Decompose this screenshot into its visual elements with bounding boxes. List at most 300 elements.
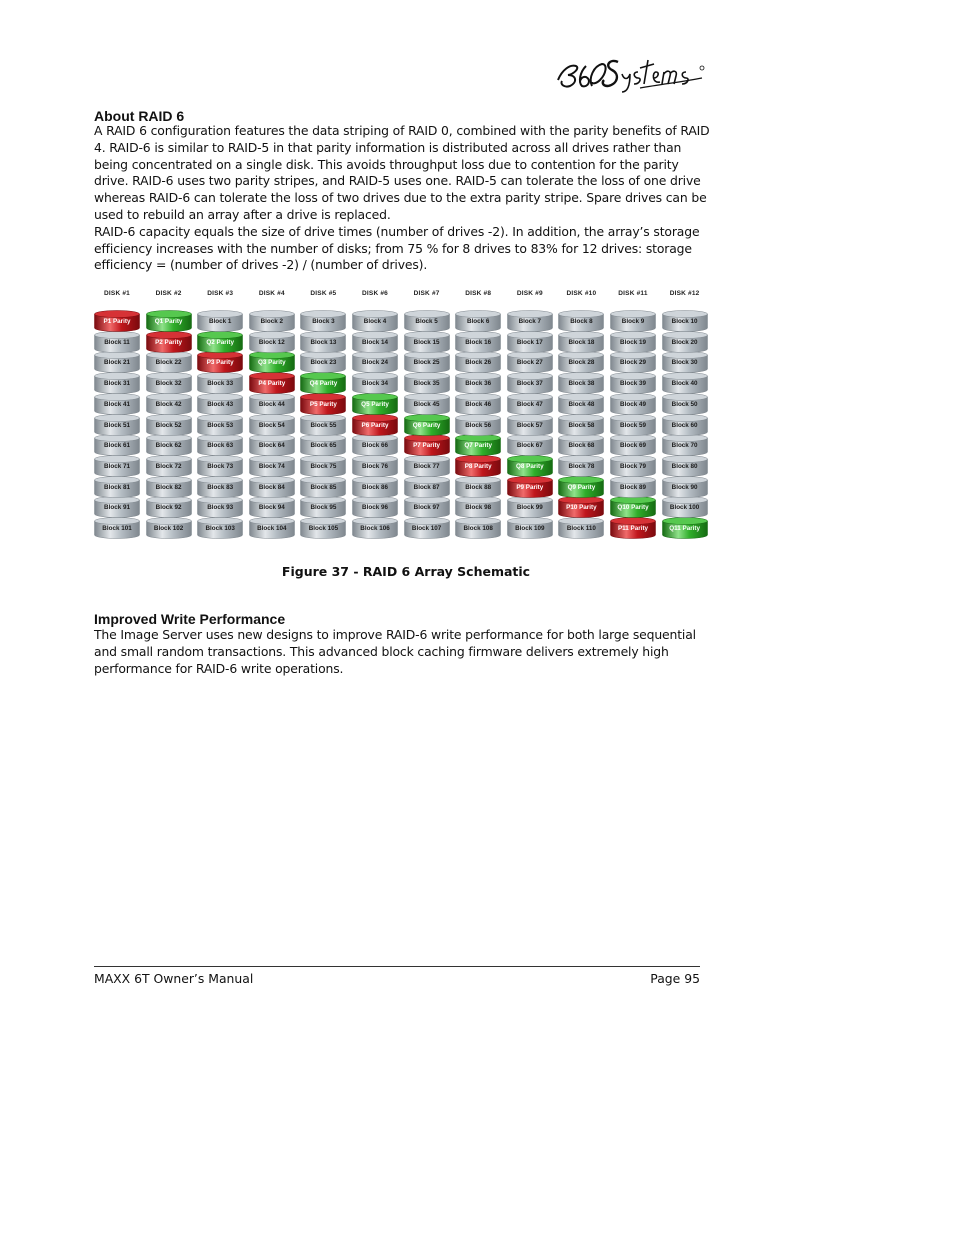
cylinder-label: Q9 Parity	[567, 483, 596, 491]
cylinder-label: Block 19	[620, 338, 646, 346]
data-block-cylinder	[610, 351, 656, 373]
q-parity-cylinder	[249, 351, 295, 373]
data-block-cylinder	[146, 414, 192, 436]
cylinder-label: Block 33	[207, 380, 234, 388]
cylinder-label: Block 27	[516, 359, 543, 367]
data-block-cylinder	[300, 517, 346, 539]
data-block-cylinder	[662, 351, 708, 373]
cylinder-label: Block 5	[415, 318, 438, 325]
cylinder-label: Block 45	[413, 400, 440, 408]
q-parity-cylinder	[662, 517, 708, 539]
cylinder-label: Block 104	[257, 525, 287, 532]
raid6-description	[94, 123, 714, 274]
cylinder-label: Block 71	[104, 462, 130, 470]
cylinder-label: Block 35	[413, 380, 440, 388]
raid6-paragraph-1: A RAID 6 configuration features the data striping of RAID 0, combined with the parity benefits of RAID 4. RAID-6 is similar to RAID-5 in that parity information is distributed across all drives rather than being concentrated on a single disk. This avoids throughput loss due to contention for the parity drive. RAID-6 uses two parity stripes, and RAID-5 uses one. RAID-5 can tolerate the loss of one drive whereas RAID-6 can tolerate the loss of two drives due to the extra parity stripe. Spare drives can be used to rebuild an array after a drive is replaced.	[94, 123, 710, 222]
cylinder-label: Block 62	[155, 442, 182, 450]
data-block-cylinder	[300, 351, 346, 373]
p-parity-cylinder	[300, 393, 346, 415]
data-block-cylinder	[507, 351, 553, 373]
disk-label: DISK #1	[104, 290, 130, 297]
data-block-cylinder	[249, 331, 295, 353]
data-block-cylinder	[352, 310, 398, 332]
cylinder-label: Block 57	[516, 421, 543, 429]
data-block-cylinder	[249, 393, 295, 415]
data-block-cylinder	[610, 414, 656, 436]
cylinder-label: Block 78	[568, 462, 595, 470]
cylinder-label: Block 66	[362, 442, 388, 450]
cylinder-label: Block 69	[620, 442, 646, 450]
data-block-cylinder	[197, 476, 243, 498]
disk-column	[455, 290, 501, 542]
data-block-cylinder	[300, 455, 346, 477]
cylinder-label: Block 30	[671, 359, 698, 367]
cylinder-label: P10 Parity	[566, 504, 597, 512]
cylinder-label: Block 31	[104, 380, 130, 388]
cylinder-label: Block 96	[362, 504, 388, 512]
cylinder-label: Q10 Parity	[617, 504, 649, 512]
cylinder-label: Block 40	[671, 380, 698, 388]
data-block-cylinder	[455, 517, 501, 539]
data-block-cylinder	[455, 414, 501, 436]
cylinder-label: Q7 Parity	[464, 442, 493, 450]
data-block-cylinder	[197, 310, 243, 332]
cylinder-label: Block 90	[671, 483, 698, 491]
q-parity-cylinder	[352, 393, 398, 415]
disk-label: DISK #9	[516, 290, 543, 297]
data-block-cylinder	[455, 496, 501, 518]
disk-label: DISK #7	[413, 290, 440, 297]
cylinder-label: Block 92	[155, 504, 182, 512]
cylinder-label: Block 100	[669, 504, 700, 512]
cylinder-label: Block 53	[207, 421, 234, 429]
p-parity-cylinder	[507, 476, 553, 498]
cylinder-label: Block 73	[207, 462, 234, 470]
cylinder-label: Q4 Parity	[309, 380, 338, 388]
disk-label: DISK #2	[155, 290, 182, 297]
data-block-cylinder	[404, 517, 450, 539]
cylinder-label: Block 81	[104, 483, 130, 491]
data-block-cylinder	[507, 414, 553, 436]
q-parity-cylinder	[197, 331, 243, 353]
cylinder-label: Block 16	[465, 338, 492, 346]
data-block-cylinder	[249, 310, 295, 332]
data-block-cylinder	[558, 372, 604, 394]
data-block-cylinder	[94, 517, 140, 539]
disk-column	[94, 290, 140, 542]
cylinder-label: Block 25	[413, 359, 440, 367]
cylinder-label: Block 61	[104, 442, 130, 450]
data-block-cylinder	[197, 372, 243, 394]
data-block-cylinder	[249, 476, 295, 498]
data-block-cylinder	[610, 331, 656, 353]
data-block-cylinder	[507, 310, 553, 332]
figure-caption: Figure 37 - RAID 6 Array Schematic	[281, 564, 531, 579]
data-block-cylinder	[558, 393, 604, 415]
disk-column	[610, 290, 656, 542]
cylinder-label: Block 77	[413, 462, 440, 470]
raid6-paragraph-2: RAID-6 capacity equals the size of drive times (number of drives -2). In addition, the array’s storage efficiency increases with the number of disks; from 75 % for 8 drives to 83% for 12 drives: storage efficiency = (number of drives -2) / (number of drives).	[94, 223, 700, 273]
cylinder-label: P11 Parity	[617, 525, 649, 532]
data-block-cylinder	[94, 434, 140, 456]
cylinder-label: Block 22	[155, 359, 182, 367]
data-block-cylinder	[662, 310, 708, 332]
data-block-cylinder	[146, 434, 192, 456]
data-block-cylinder	[300, 331, 346, 353]
cylinder-label: Block 63	[207, 442, 234, 450]
data-block-cylinder	[662, 476, 708, 498]
data-block-cylinder	[197, 455, 243, 477]
p-parity-cylinder	[404, 434, 450, 456]
footer-page-number: Page 95	[650, 971, 700, 986]
data-block-cylinder	[146, 372, 192, 394]
cylinder-label: Block 86	[362, 483, 388, 491]
cylinder-label: Block 83	[207, 483, 234, 491]
disk-column	[197, 290, 243, 542]
cylinder-label: Block 18	[568, 338, 595, 346]
q-parity-cylinder	[404, 414, 450, 436]
cylinder-label: Block 15	[413, 338, 440, 346]
data-block-cylinder	[352, 434, 398, 456]
data-block-cylinder	[404, 310, 450, 332]
data-block-cylinder	[610, 434, 656, 456]
data-block-cylinder	[455, 351, 501, 373]
data-block-cylinder	[94, 476, 140, 498]
p-parity-cylinder	[610, 517, 656, 539]
cylinder-label: Block 68	[568, 442, 595, 450]
cylinder-label: Q1 Parity	[154, 318, 183, 325]
data-block-cylinder	[94, 393, 140, 415]
cylinder-label: Block 75	[310, 462, 337, 470]
data-block-cylinder	[558, 414, 604, 436]
cylinder-label: Block 49	[620, 400, 646, 408]
cylinder-label: Block 88	[465, 483, 492, 491]
cylinder-label: Block 51	[104, 421, 130, 429]
write-performance-paragraph: The Image Server uses new designs to improve RAID-6 write performance for both large sequential and small random transactions. This advanced block caching firmware delivers extremely high performance for RAID-6 write operations.	[94, 627, 696, 676]
data-block-cylinder	[197, 434, 243, 456]
cylinder-label: Block 12	[258, 338, 285, 346]
data-block-cylinder	[558, 351, 604, 373]
data-block-cylinder	[197, 393, 243, 415]
data-block-cylinder	[558, 331, 604, 353]
data-block-cylinder	[507, 496, 553, 518]
p-parity-cylinder	[558, 496, 604, 518]
data-block-cylinder	[404, 331, 450, 353]
disk-label: DISK #8	[465, 290, 492, 297]
cylinder-label: P5 Parity	[309, 400, 337, 408]
cylinder-label: Block 72	[155, 462, 182, 470]
data-block-cylinder	[94, 351, 140, 373]
cylinder-label: P8 Parity	[464, 462, 492, 470]
footer-manual-title: MAXX 6T Owner’s Manual	[94, 971, 254, 986]
data-block-cylinder	[146, 393, 192, 415]
data-block-cylinder	[352, 331, 398, 353]
cylinder-label: Block 7	[518, 318, 541, 325]
cylinder-label: Block 82	[155, 483, 182, 491]
data-block-cylinder	[455, 476, 501, 498]
cylinder-label: Block 109	[515, 525, 545, 532]
data-block-cylinder	[352, 351, 398, 373]
p-parity-cylinder	[352, 414, 398, 436]
cylinder-label: Block 29	[620, 359, 646, 367]
cylinder-label: P4 Parity	[258, 380, 286, 388]
data-block-cylinder	[300, 476, 346, 498]
q-parity-cylinder	[146, 310, 192, 332]
disk-label: DISK #10	[566, 290, 597, 297]
data-block-cylinder	[146, 455, 192, 477]
company-logo	[552, 44, 712, 94]
disk-label: DISK #11	[618, 290, 648, 297]
cylinder-label: Block 4	[363, 318, 387, 325]
data-block-cylinder	[507, 517, 553, 539]
data-block-cylinder	[662, 331, 708, 353]
data-block-cylinder	[662, 496, 708, 518]
data-block-cylinder	[507, 393, 553, 415]
cylinder-label: Q2 Parity	[206, 338, 235, 346]
data-block-cylinder	[249, 517, 295, 539]
cylinder-label: Block 20	[671, 338, 698, 346]
data-block-cylinder	[352, 372, 398, 394]
data-block-cylinder	[146, 517, 192, 539]
disk-label: DISK #6	[362, 290, 388, 297]
data-block-cylinder	[352, 496, 398, 518]
cylinder-label: Block 106	[360, 525, 390, 532]
disk-column	[249, 290, 295, 542]
data-block-cylinder	[352, 476, 398, 498]
data-block-cylinder	[300, 434, 346, 456]
data-block-cylinder	[507, 434, 553, 456]
disk-label: DISK #4	[258, 290, 285, 297]
cylinder-label: Block 37	[516, 380, 543, 388]
cylinder-label: P1 Parity	[103, 318, 131, 325]
cylinder-label: Block 47	[516, 400, 543, 408]
cylinder-label: Block 105	[308, 525, 339, 532]
footer-divider	[94, 966, 700, 967]
cylinder-label: Block 21	[104, 359, 130, 367]
cylinder-label: Block 70	[671, 442, 698, 450]
cylinder-label: Block 50	[671, 400, 698, 408]
cylinder-label: Block 48	[568, 400, 595, 408]
cylinder-label: Block 24	[362, 359, 388, 367]
disk-column	[300, 290, 346, 542]
cylinder-label: P6 Parity	[361, 421, 389, 429]
data-block-cylinder	[662, 455, 708, 477]
data-block-cylinder	[558, 310, 604, 332]
cylinder-label: Block 110	[566, 525, 596, 532]
data-block-cylinder	[300, 414, 346, 436]
cylinder-label: Block 11	[104, 338, 130, 346]
cylinder-label: Block 103	[205, 525, 235, 532]
data-block-cylinder	[404, 476, 450, 498]
cylinder-label: Block 2	[260, 318, 283, 325]
data-block-cylinder	[404, 351, 450, 373]
cylinder-label: Block 67	[516, 442, 543, 450]
cylinder-label: Block 23	[310, 359, 337, 367]
data-block-cylinder	[300, 496, 346, 518]
data-block-cylinder	[662, 434, 708, 456]
cylinder-label: Block 89	[620, 483, 646, 491]
disk-column	[662, 290, 708, 542]
raid6-array-schematic	[94, 290, 714, 542]
section-heading-write-performance: Improved Write Performance	[94, 611, 286, 627]
data-block-cylinder	[455, 310, 501, 332]
cylinder-label: Block 101	[102, 525, 132, 532]
cylinder-label: Block 10	[671, 318, 698, 325]
data-block-cylinder	[610, 455, 656, 477]
data-block-cylinder	[610, 476, 656, 498]
cylinder-label: Block 94	[258, 504, 285, 512]
cylinder-label: Q11 Parity	[669, 525, 700, 532]
q-parity-cylinder	[558, 476, 604, 498]
cylinder-label: Block 41	[104, 400, 130, 408]
data-block-cylinder	[507, 372, 553, 394]
cylinder-label: Block 58	[568, 421, 595, 429]
cylinder-label: P2 Parity	[155, 338, 183, 346]
cylinder-label: Block 34	[362, 380, 388, 388]
q-parity-cylinder	[610, 496, 656, 518]
cylinder-label: Block 17	[516, 338, 543, 346]
data-block-cylinder	[146, 476, 192, 498]
q-parity-cylinder	[300, 372, 346, 394]
cylinder-label: Block 36	[465, 380, 492, 388]
data-block-cylinder	[94, 414, 140, 436]
data-block-cylinder	[197, 496, 243, 518]
data-block-cylinder	[404, 393, 450, 415]
cylinder-label: Block 42	[155, 400, 182, 408]
cylinder-label: Block 91	[104, 504, 130, 512]
disk-column	[558, 290, 604, 542]
p-parity-cylinder	[249, 372, 295, 394]
data-block-cylinder	[249, 434, 295, 456]
cylinder-label: Block 46	[465, 400, 492, 408]
cylinder-label: Block 107	[411, 525, 442, 532]
data-block-cylinder	[197, 414, 243, 436]
data-block-cylinder	[558, 455, 604, 477]
data-block-cylinder	[404, 455, 450, 477]
data-block-cylinder	[507, 331, 553, 353]
cylinder-label: Block 85	[310, 483, 337, 491]
data-block-cylinder	[610, 393, 656, 415]
cylinder-label: Block 6	[466, 318, 490, 325]
cylinder-label: Block 108	[463, 525, 493, 532]
cylinder-label: Block 74	[258, 462, 285, 470]
360-systems-logo-icon	[552, 44, 712, 94]
data-block-cylinder	[94, 455, 140, 477]
cylinder-label: Q3 Parity	[257, 359, 286, 367]
cylinder-label: P3 Parity	[206, 359, 234, 367]
data-block-cylinder	[352, 517, 398, 539]
cylinder-label: Block 79	[620, 462, 646, 470]
data-block-cylinder	[455, 372, 501, 394]
cylinder-label: Block 1	[208, 318, 232, 325]
cylinder-label: Block 3	[312, 318, 335, 325]
data-block-cylinder	[558, 517, 604, 539]
cylinder-label: Block 54	[258, 421, 285, 429]
p-parity-cylinder	[146, 331, 192, 353]
cylinder-label: Block 32	[155, 380, 182, 388]
p-parity-cylinder	[455, 455, 501, 477]
section-heading-about-raid6: About RAID 6	[94, 108, 185, 124]
data-block-cylinder	[94, 331, 140, 353]
disk-column	[146, 290, 192, 542]
disk-column	[352, 290, 398, 542]
q-parity-cylinder	[455, 434, 501, 456]
cylinder-label: Block 95	[310, 504, 337, 512]
data-block-cylinder	[300, 310, 346, 332]
cylinder-label: Block 14	[362, 338, 388, 346]
cylinder-label: P7 Parity	[413, 442, 441, 450]
data-block-cylinder	[610, 310, 656, 332]
cylinder-label: Block 64	[258, 442, 285, 450]
cylinder-label: Block 99	[516, 504, 543, 512]
cylinder-label: Block 84	[258, 483, 285, 491]
cylinder-label: Block 9	[621, 318, 645, 325]
cylinder-label: Block 98	[465, 504, 492, 512]
cylinder-label: Q6 Parity	[412, 421, 441, 429]
disk-column	[404, 290, 450, 542]
cylinder-label: P9 Parity	[516, 483, 544, 491]
data-block-cylinder	[249, 496, 295, 518]
disk-label: DISK #3	[207, 290, 234, 297]
q-parity-cylinder	[507, 455, 553, 477]
data-block-cylinder	[662, 372, 708, 394]
data-block-cylinder	[455, 331, 501, 353]
data-block-cylinder	[610, 372, 656, 394]
cylinder-label: Block 39	[620, 380, 646, 388]
cylinder-label: Q5 Parity	[361, 400, 389, 408]
cylinder-label: Q8 Parity	[515, 462, 544, 470]
data-block-cylinder	[662, 393, 708, 415]
data-block-cylinder	[404, 372, 450, 394]
cylinder-label: Block 55	[310, 421, 337, 429]
data-block-cylinder	[455, 393, 501, 415]
data-block-cylinder	[558, 434, 604, 456]
data-block-cylinder	[94, 372, 140, 394]
data-block-cylinder	[352, 455, 398, 477]
disk-column	[507, 290, 553, 542]
cylinder-label: Block 97	[413, 504, 440, 512]
data-block-cylinder	[662, 414, 708, 436]
p-parity-cylinder	[94, 310, 140, 332]
cylinder-label: Block 43	[207, 400, 234, 408]
cylinder-label: Block 28	[568, 359, 595, 367]
data-block-cylinder	[197, 517, 243, 539]
write-performance-description	[94, 627, 714, 677]
disk-label: DISK #5	[310, 290, 337, 297]
data-block-cylinder	[249, 455, 295, 477]
cylinder-label: Block 13	[310, 338, 337, 346]
cylinder-label: Block 80	[671, 462, 698, 470]
disk-label: DISK #12	[669, 290, 700, 297]
cylinder-label: Block 44	[258, 400, 285, 408]
cylinder-label: Block 102	[153, 525, 184, 532]
cylinder-label: Block 93	[207, 504, 234, 512]
data-block-cylinder	[249, 414, 295, 436]
cylinder-label: Block 26	[465, 359, 492, 367]
cylinder-label: Block 38	[568, 380, 595, 388]
p-parity-cylinder	[197, 351, 243, 373]
cylinder-label: Block 8	[570, 318, 593, 325]
data-block-cylinder	[404, 496, 450, 518]
data-block-cylinder	[94, 496, 140, 518]
cylinder-label: Block 65	[310, 442, 337, 450]
cylinder-label: Block 59	[620, 421, 646, 429]
cylinder-label: Block 56	[465, 421, 492, 429]
data-block-cylinder	[146, 351, 192, 373]
data-block-cylinder	[146, 496, 192, 518]
cylinder-label: Block 52	[155, 421, 182, 429]
cylinder-label: Block 76	[362, 462, 388, 470]
